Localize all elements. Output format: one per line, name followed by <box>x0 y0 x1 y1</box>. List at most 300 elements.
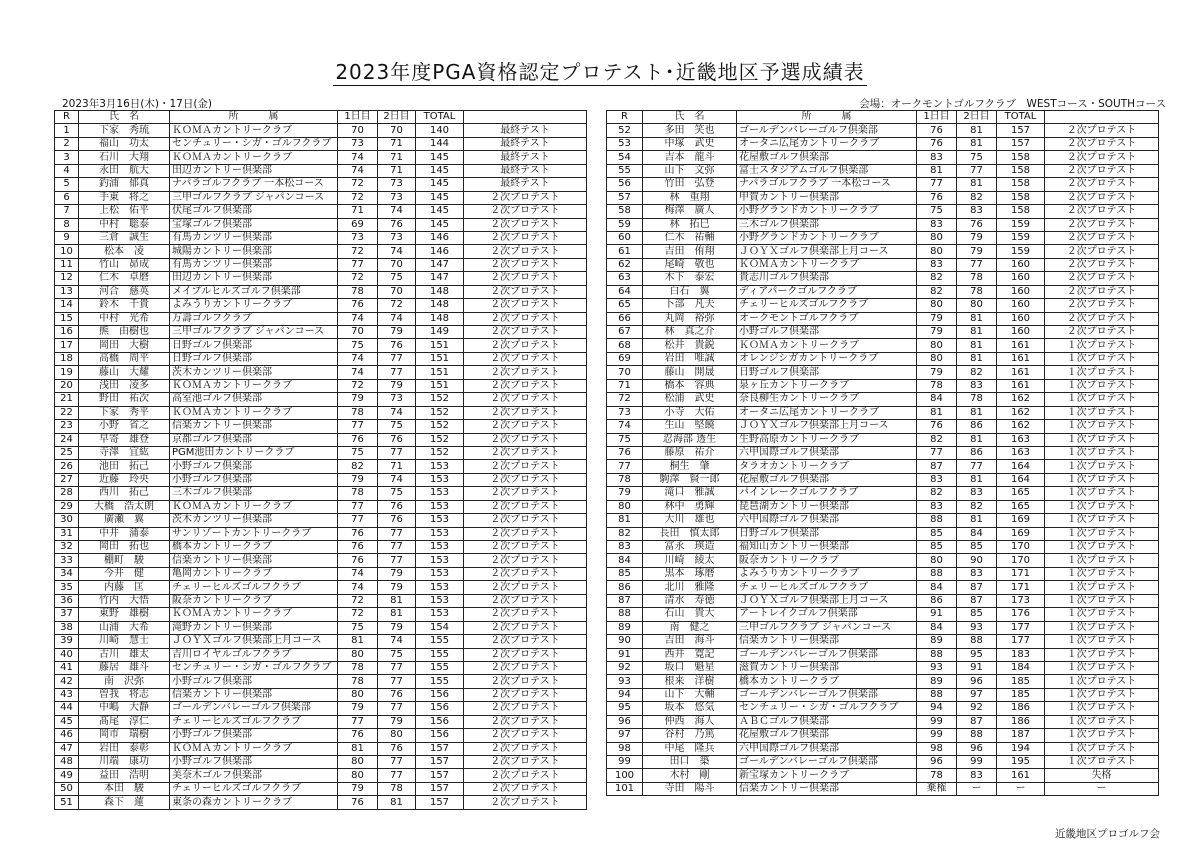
day2-cell: 85 <box>957 608 997 621</box>
total-cell: 151 <box>416 352 464 365</box>
total-cell: 147 <box>416 272 464 285</box>
day2-cell: 96 <box>957 675 997 688</box>
rank-cell: 25 <box>55 446 79 459</box>
name-cell: 中嶋 大静 <box>79 702 170 715</box>
day2-cell: 79 <box>957 245 997 258</box>
name-cell: 中村 光希 <box>79 312 170 325</box>
club-cell: ＪＯＹＸゴルフ倶楽部上月コース <box>737 594 917 607</box>
table-row <box>55 258 587 271</box>
header-day1: 1日目 <box>338 111 378 124</box>
day2-cell: 77 <box>378 541 416 554</box>
table-row <box>607 567 1159 580</box>
day2-cell: 83 <box>957 487 997 500</box>
total-cell: 194 <box>997 742 1045 755</box>
result-cell: ２次プロテスト <box>464 218 587 231</box>
name-cell: 坂本 悠気 <box>643 702 737 715</box>
day2-cell: 78 <box>378 782 416 795</box>
day1-cell: 82 <box>917 487 957 500</box>
table-row <box>55 285 587 298</box>
club-cell: ナパラゴルフクラブ 一本松コース <box>737 178 917 191</box>
club-cell: タラオカントリークラブ <box>737 460 917 473</box>
rank-cell: 50 <box>55 782 79 795</box>
header-day2: 2日目 <box>957 111 997 124</box>
day1-cell: 79 <box>917 366 957 379</box>
table-row <box>607 299 1159 312</box>
day2-cell: 76 <box>378 514 416 527</box>
total-cell: 151 <box>416 339 464 352</box>
result-cell: 最終テスト <box>464 124 587 137</box>
rank-cell: 86 <box>607 581 643 594</box>
club-cell: 小野ゴルフ倶楽部 <box>737 326 917 339</box>
rank-cell: 17 <box>55 339 79 352</box>
day2-cell: 83 <box>957 567 997 580</box>
day1-cell: 88 <box>917 567 957 580</box>
table-row <box>607 285 1159 298</box>
total-cell: 176 <box>997 608 1045 621</box>
result-cell: １次プロテスト <box>1045 393 1159 406</box>
name-cell: 髙尾 淳仁 <box>79 715 170 728</box>
club-cell: 甲賀カントリー倶楽部 <box>737 191 917 204</box>
name-cell: 岩田 唯誠 <box>643 352 737 365</box>
name-cell: 熊 由樹也 <box>79 326 170 339</box>
result-cell: ２次プロテスト <box>464 393 587 406</box>
result-cell: ２次プロテスト <box>464 648 587 661</box>
table-row <box>55 352 587 365</box>
result-cell: ２次プロテスト <box>464 352 587 365</box>
name-cell: 浅田 凌多 <box>79 379 170 392</box>
day1-cell: 83 <box>917 473 957 486</box>
result-cell: ２次プロテスト <box>1045 299 1159 312</box>
total-cell: 195 <box>997 756 1045 769</box>
rank-cell: 16 <box>55 326 79 339</box>
club-cell: 滋賀カントリー倶楽部 <box>737 661 917 674</box>
result-cell: ２次プロテスト <box>464 245 587 258</box>
day1-cell: 87 <box>917 460 957 473</box>
table-row <box>55 218 587 231</box>
club-cell: ＫＯＭＡカントリークラブ <box>170 124 338 137</box>
result-cell: ２次プロテスト <box>1045 245 1159 258</box>
day1-cell: 77 <box>917 446 957 459</box>
table-row <box>55 648 587 661</box>
day2-cell: 73 <box>378 393 416 406</box>
name-cell: 鈴木 千貴 <box>79 299 170 312</box>
name-cell: 下家 秀琉 <box>79 124 170 137</box>
table-row <box>607 124 1159 137</box>
name-cell: 南 沢弥 <box>79 675 170 688</box>
day2-cell: 77 <box>378 702 416 715</box>
result-cell: ２次プロテスト <box>464 258 587 271</box>
table-row <box>607 446 1159 459</box>
result-cell: ２次プロテスト <box>464 769 587 782</box>
day2-cell: 82 <box>957 191 997 204</box>
result-cell: ２次プロテスト <box>464 487 587 500</box>
day2-cell: 86 <box>957 446 997 459</box>
day2-cell: 81 <box>957 312 997 325</box>
day2-cell: 87 <box>957 715 997 728</box>
result-cell: ２次プロテスト <box>1045 326 1159 339</box>
name-cell: 林中 勇輝 <box>643 500 737 513</box>
result-cell: ２次プロテスト <box>464 272 587 285</box>
club-cell: 京都ゴルフ倶楽部 <box>170 433 338 446</box>
day1-cell: 77 <box>338 715 378 728</box>
table-row <box>55 756 587 769</box>
rank-cell: 3 <box>55 151 79 164</box>
rank-cell: 1 <box>55 124 79 137</box>
name-cell: 森下 蓮 <box>79 796 170 809</box>
table-row <box>55 164 587 177</box>
day1-cell: 74 <box>338 312 378 325</box>
club-cell: 日野ゴルフ倶楽部 <box>737 527 917 540</box>
day2-cell: 79 <box>378 326 416 339</box>
club-cell: ＡＢＣゴルフ倶楽部 <box>737 715 917 728</box>
day2-cell: 83 <box>957 205 997 218</box>
table-row <box>55 581 587 594</box>
table-row <box>607 742 1159 755</box>
name-cell: 今井 健 <box>79 567 170 580</box>
rank-cell: 41 <box>55 661 79 674</box>
rank-cell: 98 <box>607 742 643 755</box>
header-name: 氏 名 <box>643 111 737 124</box>
name-cell: 木村 剛 <box>643 769 737 782</box>
day2-cell: 77 <box>378 554 416 567</box>
result-cell: ２次プロテスト <box>464 514 587 527</box>
rank-cell: 100 <box>607 769 643 782</box>
day1-cell: 75 <box>338 446 378 459</box>
club-cell: チェリーヒルズゴルフクラブ <box>170 715 338 728</box>
day1-cell: 88 <box>917 514 957 527</box>
result-cell: ２次プロテスト <box>464 729 587 742</box>
club-cell: よみうりカントリークラブ <box>170 299 338 312</box>
name-cell: 仲西 海人 <box>643 715 737 728</box>
table-row <box>55 151 587 164</box>
result-cell: ２次プロテスト <box>464 702 587 715</box>
table-row <box>607 164 1159 177</box>
table-row <box>55 137 587 150</box>
total-cell: 153 <box>416 527 464 540</box>
rank-cell: 29 <box>55 500 79 513</box>
total-cell: 140 <box>416 124 464 137</box>
event-date: 2023年3月16日(木)・17日(金) <box>62 98 213 110</box>
day2-cell: 96 <box>957 742 997 755</box>
table-row <box>55 769 587 782</box>
day1-cell: 91 <box>917 608 957 621</box>
rank-cell: 13 <box>55 285 79 298</box>
rank-cell: 88 <box>607 608 643 621</box>
day2-cell: 81 <box>378 594 416 607</box>
table-header-row <box>55 111 587 124</box>
rank-cell: 79 <box>607 487 643 500</box>
rank-cell: 91 <box>607 648 643 661</box>
result-cell: ２次プロテスト <box>464 500 587 513</box>
rank-cell: 73 <box>607 406 643 419</box>
total-cell: 145 <box>416 191 464 204</box>
day2-cell: 73 <box>378 231 416 244</box>
club-cell: ＪＯＹＸゴルフ倶楽部上月コース <box>737 420 917 433</box>
table-row <box>55 326 587 339</box>
total-cell: 157 <box>416 756 464 769</box>
day2-cell: ー <box>957 782 997 795</box>
total-cell: 159 <box>997 218 1045 231</box>
rank-cell: 77 <box>607 460 643 473</box>
result-cell: ２次プロテスト <box>464 339 587 352</box>
day1-cell: 73 <box>338 231 378 244</box>
total-cell: 159 <box>997 245 1045 258</box>
day2-cell: 78 <box>957 393 997 406</box>
header-club: 所 属 <box>170 111 338 124</box>
table-header-row <box>607 111 1159 124</box>
day1-cell: 76 <box>338 729 378 742</box>
day2-cell: 76 <box>378 218 416 231</box>
day1-cell: 84 <box>917 621 957 634</box>
club-cell: 泉ヶ丘カントリークラブ <box>737 379 917 392</box>
rank-cell: 61 <box>607 245 643 258</box>
day1-cell: 76 <box>338 433 378 446</box>
total-cell: 161 <box>997 352 1045 365</box>
day1-cell: 78 <box>338 285 378 298</box>
club-cell: 田辺カントリー倶楽部 <box>170 164 338 177</box>
table-row <box>55 742 587 755</box>
rank-cell: 87 <box>607 594 643 607</box>
rank-cell: 78 <box>607 473 643 486</box>
total-cell: 184 <box>997 661 1045 674</box>
table-row <box>55 205 587 218</box>
result-cell: ２次プロテスト <box>1045 218 1159 231</box>
day1-cell: 80 <box>917 339 957 352</box>
day1-cell: 85 <box>917 527 957 540</box>
day1-cell: 78 <box>917 379 957 392</box>
table-row <box>55 339 587 352</box>
total-cell: 160 <box>997 272 1045 285</box>
table-row <box>55 661 587 674</box>
table-row <box>607 635 1159 648</box>
result-cell: １次プロテスト <box>1045 446 1159 459</box>
result-cell: ２次プロテスト <box>464 433 587 446</box>
name-cell: 早寄 雄登 <box>79 433 170 446</box>
day1-cell: 99 <box>917 715 957 728</box>
day1-cell: 86 <box>917 594 957 607</box>
rank-cell: 34 <box>55 567 79 580</box>
club-cell: アートレイクゴルフ倶楽部 <box>737 608 917 621</box>
day1-cell: 88 <box>917 648 957 661</box>
result-cell: １次プロテスト <box>1045 702 1159 715</box>
name-cell: 棚町 駿 <box>79 554 170 567</box>
table-row <box>607 178 1159 191</box>
club-cell: ディアパークゴルフクラブ <box>737 285 917 298</box>
total-cell: 154 <box>416 621 464 634</box>
total-cell: 187 <box>997 729 1045 742</box>
rank-cell: 4 <box>55 164 79 177</box>
day2-cell: 78 <box>957 272 997 285</box>
rank-cell: 99 <box>607 756 643 769</box>
rank-cell: 7 <box>55 205 79 218</box>
result-cell: １次プロテスト <box>1045 594 1159 607</box>
day2-cell: 77 <box>957 258 997 271</box>
day1-cell: 74 <box>338 567 378 580</box>
club-cell: 小野ゴルフ倶楽部 <box>170 460 338 473</box>
total-cell: 156 <box>416 715 464 728</box>
day2-cell: 81 <box>957 137 997 150</box>
club-cell: 橋本カントリークラブ <box>737 675 917 688</box>
rank-cell: 56 <box>607 178 643 191</box>
day1-cell: 72 <box>338 178 378 191</box>
day2-cell: 72 <box>378 299 416 312</box>
club-cell: パインレークゴルフクラブ <box>737 487 917 500</box>
rank-cell: 18 <box>55 352 79 365</box>
day2-cell: 71 <box>378 137 416 150</box>
club-cell: 美奈木ゴルフ倶楽部 <box>170 769 338 782</box>
total-cell: 173 <box>997 594 1045 607</box>
day2-cell: 97 <box>957 688 997 701</box>
club-cell: センチュリー・シガ・ゴルフクラブ <box>737 702 917 715</box>
name-cell: 岩田 泰彰 <box>79 742 170 755</box>
table-row <box>55 675 587 688</box>
result-cell: ２次プロテスト <box>464 285 587 298</box>
rank-cell: 65 <box>607 299 643 312</box>
day1-cell: 74 <box>338 352 378 365</box>
day1-cell: 72 <box>338 191 378 204</box>
day1-cell: 83 <box>917 218 957 231</box>
name-cell: 石川 大翔 <box>79 151 170 164</box>
name-cell: 古川 雄太 <box>79 648 170 661</box>
table-row <box>55 554 587 567</box>
day2-cell: 75 <box>378 487 416 500</box>
club-cell: 三木ゴルフ倶楽部 <box>170 487 338 500</box>
name-cell: 中尾 隆兵 <box>643 742 737 755</box>
name-cell: 内藤 匡 <box>79 581 170 594</box>
day2-cell: 88 <box>957 635 997 648</box>
rank-cell: 28 <box>55 487 79 500</box>
name-cell: 林 真之介 <box>643 326 737 339</box>
day1-cell: 80 <box>338 648 378 661</box>
day1-cell: 76 <box>338 796 378 809</box>
rank-cell: 83 <box>607 541 643 554</box>
day1-cell: 82 <box>917 272 957 285</box>
club-cell: 信楽カントリー倶楽部 <box>737 782 917 795</box>
club-cell: 小野ゴルフ倶楽部 <box>170 729 338 742</box>
header-total: TOTAL <box>997 111 1045 124</box>
day2-cell: 86 <box>957 420 997 433</box>
club-cell: ＫＯＭＡカントリークラブ <box>170 742 338 755</box>
day2-cell: 71 <box>378 164 416 177</box>
club-cell: 伏尾ゴルフ倶楽部 <box>170 205 338 218</box>
header-result <box>1045 111 1159 124</box>
day1-cell: 76 <box>917 124 957 137</box>
club-cell: 東条の森カントリークラブ <box>170 796 338 809</box>
result-cell: ー <box>1045 782 1159 795</box>
result-cell: １次プロテスト <box>1045 581 1159 594</box>
result-cell: １次プロテスト <box>1045 366 1159 379</box>
table-row <box>55 312 587 325</box>
name-cell: 仁木 祐輔 <box>643 231 737 244</box>
table-row <box>607 339 1159 352</box>
table-row <box>55 635 587 648</box>
table-row <box>607 205 1159 218</box>
club-cell: オークモントゴルフクラブ <box>737 312 917 325</box>
total-cell: 156 <box>416 702 464 715</box>
result-cell: ２次プロテスト <box>464 581 587 594</box>
rank-cell: 8 <box>55 218 79 231</box>
rank-cell: 94 <box>607 688 643 701</box>
rank-cell: 23 <box>55 420 79 433</box>
day1-cell: 83 <box>917 500 957 513</box>
club-cell: チェリーヒルズゴルフクラブ <box>170 782 338 795</box>
day1-cell: 81 <box>917 406 957 419</box>
name-cell: 上松 佑平 <box>79 205 170 218</box>
day2-cell: 75 <box>378 648 416 661</box>
total-cell: 157 <box>997 137 1045 150</box>
page-title-text: 2023年度PGA資格認定プロテスト･近畿地区予選成績表 <box>335 60 865 84</box>
day2-cell: 78 <box>957 285 997 298</box>
name-cell: 林 拓巳 <box>643 218 737 231</box>
result-cell: ２次プロテスト <box>1045 285 1159 298</box>
result-cell: ２次プロテスト <box>464 205 587 218</box>
name-cell: 竹田 弘登 <box>643 178 737 191</box>
day2-cell: 76 <box>378 339 416 352</box>
day2-cell: 84 <box>957 527 997 540</box>
name-cell: 根来 洋樹 <box>643 675 737 688</box>
result-cell: １次プロテスト <box>1045 661 1159 674</box>
total-cell: 162 <box>997 393 1045 406</box>
day2-cell: 77 <box>378 366 416 379</box>
day2-cell: 77 <box>378 756 416 769</box>
total-cell: ー <box>997 782 1045 795</box>
day1-cell: 80 <box>338 688 378 701</box>
result-cell: １次プロテスト <box>1045 420 1159 433</box>
total-cell: 153 <box>416 541 464 554</box>
rank-cell: 60 <box>607 231 643 244</box>
name-cell: 木下 泰宏 <box>643 272 737 285</box>
club-cell: 小野ゴルフ倶楽部 <box>170 756 338 769</box>
table-row <box>55 366 587 379</box>
rank-cell: 62 <box>607 258 643 271</box>
day2-cell: 73 <box>378 191 416 204</box>
table-row <box>55 500 587 513</box>
table-row <box>607 218 1159 231</box>
club-cell: 有馬カンツリー倶楽部 <box>170 258 338 271</box>
day1-cell: 82 <box>338 460 378 473</box>
club-cell: 花屋敷ゴルフ倶楽部 <box>737 151 917 164</box>
result-cell: ２次プロテスト <box>464 527 587 540</box>
result-cell: １次プロテスト <box>1045 500 1159 513</box>
day1-cell: 93 <box>917 661 957 674</box>
header-day1: 1日目 <box>917 111 957 124</box>
table-row <box>55 231 587 244</box>
total-cell: 153 <box>416 514 464 527</box>
day1-cell: 78 <box>338 406 378 419</box>
rank-cell: 20 <box>55 379 79 392</box>
result-cell: ２次プロテスト <box>464 756 587 769</box>
day1-cell: 77 <box>338 500 378 513</box>
day1-cell: 76 <box>338 527 378 540</box>
day1-cell: 76 <box>338 554 378 567</box>
name-cell: 釣浦 郁真 <box>79 178 170 191</box>
rank-cell: 11 <box>55 258 79 271</box>
result-cell: ２次プロテスト <box>1045 137 1159 150</box>
name-cell: 廣瀬 翼 <box>79 514 170 527</box>
rank-cell: 55 <box>607 164 643 177</box>
total-cell: 144 <box>416 137 464 150</box>
total-cell: 160 <box>997 258 1045 271</box>
total-cell: 152 <box>416 446 464 459</box>
name-cell: 竹山 昴成 <box>79 258 170 271</box>
name-cell: 西川 拓己 <box>79 487 170 500</box>
total-cell: 161 <box>997 366 1045 379</box>
club-cell: 小野ゴルフ倶楽部 <box>170 473 338 486</box>
rank-cell: 70 <box>607 366 643 379</box>
club-cell: 有馬カンツリー倶楽部 <box>170 231 338 244</box>
rank-cell: 57 <box>607 191 643 204</box>
result-cell: ２次プロテスト <box>464 366 587 379</box>
